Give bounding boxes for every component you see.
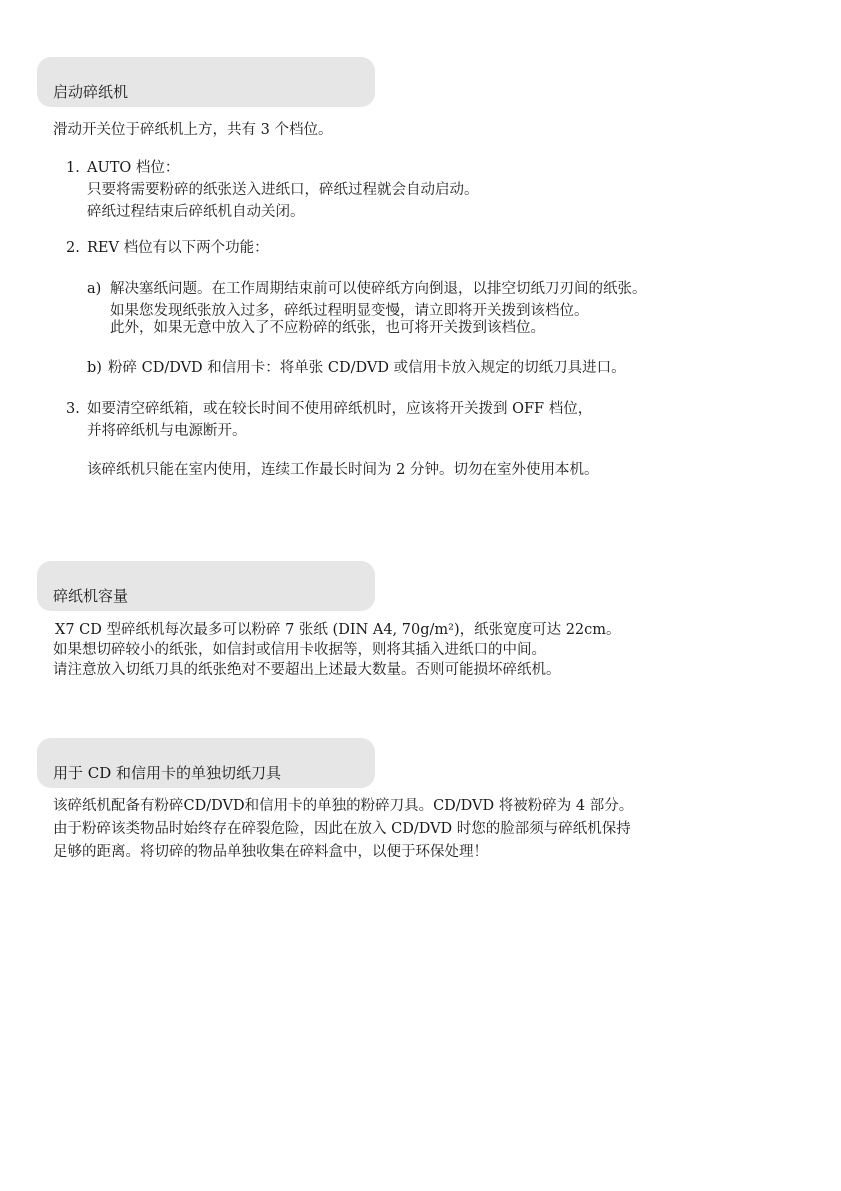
section-heading-capacity xyxy=(37,561,375,611)
paragraph-line: X7 CD 型碎纸机每次最多可以粉碎 7 张纸 (DIN A4, 70g/m²)，纸张宽度可达 22cm。 xyxy=(55,622,621,638)
list-item-text: 只要将需要粉碎的纸张送入进纸口，碎纸过程就会自动启动。 xyxy=(87,182,479,198)
list-item-text: 碎纸过程结束后碎纸机自动关闭。 xyxy=(87,204,305,220)
section-title: 碎纸机容量 xyxy=(53,587,129,605)
sub-item-text: 解决塞纸问题。在工作周期结束前可以使碎纸方向倒退，以排空切纸刀刃间的纸张。 xyxy=(110,281,647,297)
list-item-title: AUTO 档位： xyxy=(87,160,180,176)
section-heading-cd-cutter xyxy=(37,738,375,788)
paragraph-line: 该碎纸机配备有粉碎CD/DVD和信用卡的单独的粉碎刀具。CD/DVD 将被粉碎为 4 部分。 xyxy=(53,798,634,814)
list-item-text: 并将碎纸机与电源断开。 xyxy=(87,423,247,439)
sub-item-text: 粉碎 CD/DVD 和信用卡：将单张 CD/DVD 或信用卡放入规定的切纸刀具进口。 xyxy=(108,360,626,376)
section-heading-start-shredder xyxy=(37,57,375,107)
sub-item-marker: b) xyxy=(87,360,102,376)
sub-item-marker: a) xyxy=(87,281,102,297)
sub-item-text: 如果您发现纸张放入过多，碎纸过程明显变慢，请立即将开关拨到该档位。 xyxy=(110,303,589,319)
section-title: 用于 CD 和信用卡的单独切纸刀具 xyxy=(53,764,282,782)
list-item-title: REV 档位有以下两个功能： xyxy=(87,240,269,256)
list-number: 1. xyxy=(66,160,80,176)
list-number: 3. xyxy=(66,401,80,417)
list-item-text: 如要清空碎纸箱，或在较长时间不使用碎纸机时，应该将开关拨到 OFF 档位， xyxy=(87,401,593,417)
paragraph-line: 如果想切碎较小的纸张，如信封或信用卡收据等，则将其插入进纸口的中间。 xyxy=(53,642,546,658)
paragraph-line: 足够的距离。将切碎的物品单独收集在碎料盒中，以便于环保处理！ xyxy=(53,844,488,860)
usage-note: 该碎纸机只能在室内使用，连续工作最长时间为 2 分钟。切勿在室外使用本机。 xyxy=(87,462,599,478)
intro-text: 滑动开关位于碎纸机上方，共有 3 个档位。 xyxy=(53,122,333,138)
paragraph-line: 由于粉碎该类物品时始终存在碎裂危险，因此在放入 CD/DVD 时您的脸部须与碎纸机保持 xyxy=(53,821,631,837)
list-number: 2. xyxy=(66,240,80,256)
sub-item-text: 此外，如果无意中放入了不应粉碎的纸张，也可将开关拨到该档位。 xyxy=(110,320,545,336)
paragraph-line: 请注意放入切纸刀具的纸张绝对不要超出上述最大数量。否则可能损坏碎纸机。 xyxy=(53,662,561,678)
section-title: 启动碎纸机 xyxy=(53,83,129,101)
